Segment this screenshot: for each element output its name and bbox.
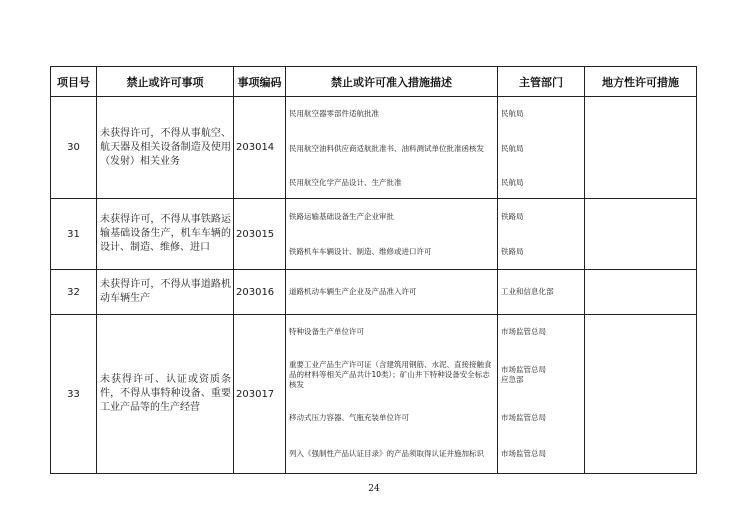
row-matter: 未获得许可，不得从事铁路运输基础设备生产，机车车辆的设计、制造、维修、进口 (97, 199, 234, 270)
row-code: 203014 (234, 97, 286, 199)
department-item: 民航局 (501, 177, 524, 187)
row-departments (498, 315, 585, 474)
department-item: 市场监管总局 (501, 448, 546, 458)
measure-item: 民用航空化学产品设计、生产批准 (289, 177, 402, 187)
measure-item: 民用航空器零部件适航批准 (289, 109, 379, 118)
row-departments (498, 97, 585, 199)
measure-item: 重要工业产品生产许可证（含建筑用钢筋、水泥、直接接触食品的材料等相关产品共计10类）；矿山井下特种设备安全标志核发 (289, 360, 492, 389)
measure-item: 移动式压力容器、气瓶充装单位许可 (289, 412, 409, 422)
row-number: 31 (51, 199, 97, 270)
department-item: 民航局 (501, 109, 524, 118)
row-departments (498, 199, 585, 270)
row-matter: 未获得许可、认证或资质条件，不得从事特种设备、重要工业产品等的生产经营 (97, 315, 234, 474)
row-measures (286, 199, 498, 270)
department-item: 市场监管总局 (501, 412, 546, 422)
row-number: 30 (51, 97, 97, 199)
header-matter: 禁止或许可事项 (97, 67, 234, 97)
table-row (51, 270, 697, 315)
row-local-measures (585, 315, 697, 474)
row-departments (498, 270, 585, 315)
measure-item: 铁路机车车辆设计、制造、维修或进口许可 (289, 246, 432, 256)
row-number: 33 (51, 315, 97, 474)
row-number: 32 (51, 270, 97, 315)
department-item: 铁路局 (501, 246, 524, 256)
row-matter: 未获得许可，不得从事道路机动车辆生产 (97, 270, 234, 315)
row-code: 203015 (234, 199, 286, 270)
measure-item: 铁路运输基础设备生产企业审批 (289, 211, 394, 221)
measure-item: 民用航空油料供应商适航批准书、油料测试单位批准函核发 (289, 144, 484, 153)
row-measures (286, 97, 498, 199)
row-measures (286, 315, 498, 474)
header-department: 主管部门 (498, 67, 585, 97)
page-number: 24 (368, 484, 380, 494)
row-local-measures (585, 199, 697, 270)
row-code: 203016 (234, 270, 286, 315)
table-header-row (51, 67, 697, 97)
header-code: 事项编码 (234, 67, 286, 97)
header-item-number: 项目号 (51, 67, 97, 97)
table-row (51, 199, 697, 270)
row-matter: 未获得许可，不得从事航空、航天器及相关设备制造及使用（发射）相关业务 (97, 97, 234, 199)
department-item: 民航局 (501, 144, 524, 153)
row-local-measures (585, 270, 697, 315)
measure-item: 特种设备生产单位许可 (289, 327, 364, 336)
table-row (51, 315, 697, 474)
measure-item: 道路机动车辆生产企业及产品准入许可 (289, 287, 417, 296)
row-code: 203017 (234, 315, 286, 474)
department-item: 铁路局 (501, 211, 524, 221)
department-item: 市场监管总局 (501, 327, 546, 336)
table-row (51, 97, 697, 199)
header-measures: 禁止或许可准入措施描述 (286, 67, 498, 97)
row-local-measures (585, 97, 697, 199)
row-measures (286, 270, 498, 315)
measure-item: 列入《强制性产品认证目录》的产品须取得认证并施加标识 (289, 448, 484, 458)
header-local-measures: 地方性许可措施 (585, 67, 697, 97)
department-item: 工业和信息化部 (501, 287, 554, 296)
permit-table (50, 66, 697, 474)
department-item: 市场监管总局 应急部 (501, 365, 546, 384)
